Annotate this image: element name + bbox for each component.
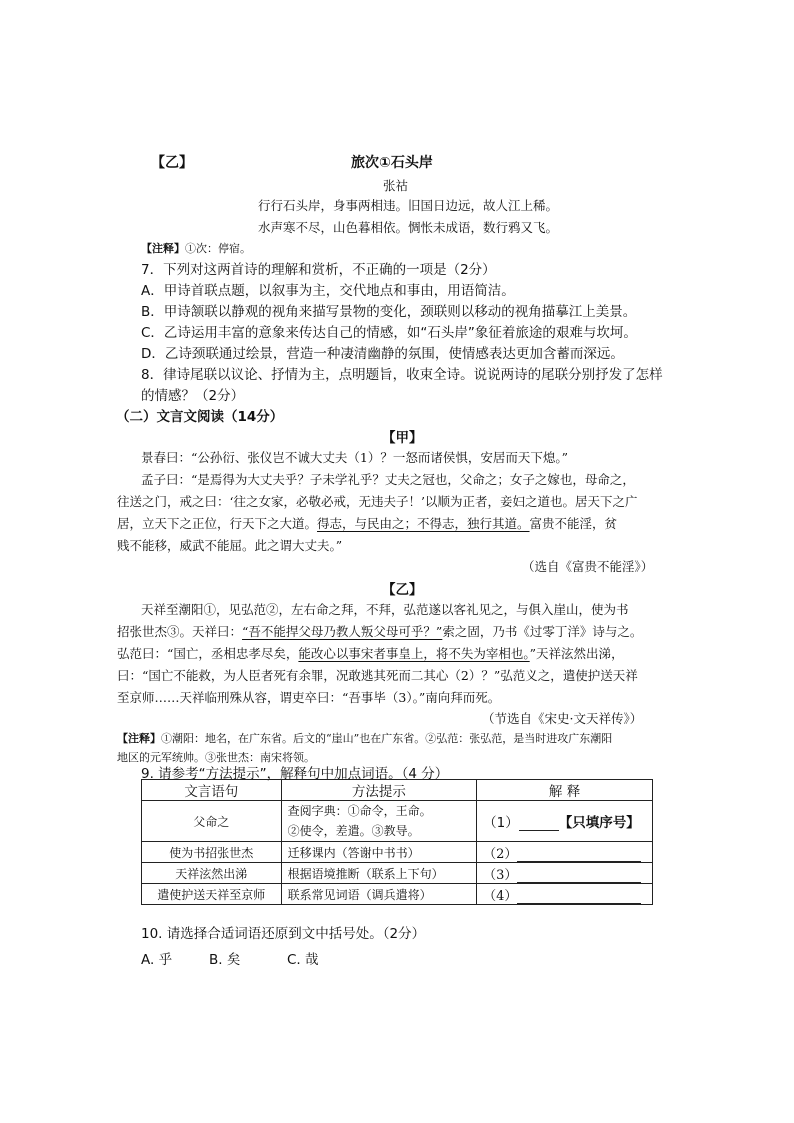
text-a-p2-l4: 贱不能移，威武不能屈。此之谓大丈夫。” <box>117 538 343 553</box>
text-a-p2-l1: 孟子曰：“是焉得为大丈夫乎？子未学礼乎？丈夫之冠也，父命之；女子之嫁也，母命之， <box>141 472 635 487</box>
q7-option-d: D．乙诗颈联通过绘景，营造一种凄清幽静的氛围，使情感表达更加含蓄而深远。 <box>141 346 624 362</box>
q10-option-a: A. 乎 <box>141 952 173 968</box>
q8-line-1: 8．律诗尾联以议论、抒情为主，点明题旨，收束全诗。说说两诗的尾联分别抒发了怎样 <box>141 367 663 383</box>
text-b-l3-b: ”天祥泫然出涕， <box>529 646 624 661</box>
table-row <box>142 801 653 842</box>
row-answer <box>477 842 653 863</box>
answer-number: （3） <box>483 867 518 883</box>
q9-header-hint: 方法提示 <box>281 780 476 801</box>
text-b-l5: 至京师……天祥临刑殊从容，谓吏卒曰：“吾事毕（3）。”南向拜而死。 <box>117 690 501 705</box>
text-b-source: （节选自《宋史·文天祥传》） <box>482 711 643 726</box>
answer-blank[interactable] <box>519 818 559 831</box>
text-b-note-label: 【注释】 <box>117 732 161 745</box>
q7-option-a: A．甲诗首联点题，以叙事为主，交代地点和事由，用语简洁。 <box>141 283 515 299</box>
row-hint: 联系常见词语（调兵遣将） <box>281 884 476 905</box>
row-hint-l2: ②使令，差遣。③教导。 <box>287 824 420 838</box>
q9-header-sentence: 文言语句 <box>142 780 282 801</box>
q8-line-2: 的情感？（2分） <box>141 388 245 404</box>
text-a-tag: 【甲】 <box>382 430 423 446</box>
poem-line-1: 行行石头岸，身事两相违。旧国日边远，故人江上稀。 <box>258 198 559 213</box>
text-b-l1: 天祥至潮阳①，见弘范②，左右命之拜，不拜，弘范遂以客礼见之，与俱入崖山，使为书 <box>141 602 629 617</box>
text-b-note-text: ①潮阳：地名，在广东省。后文的“崖山”也在广东省。②弘范：张弘范，是当时进攻广东潮阳 <box>161 732 613 745</box>
row-sentence: 父命之 <box>142 801 282 842</box>
row-hint-l1: 查阅字典：①命令，王命。 <box>287 804 432 818</box>
answer-blank[interactable] <box>517 891 641 904</box>
poem-note <box>141 240 251 256</box>
q10-option-c: C. 哉 <box>287 952 319 968</box>
row-answer <box>477 801 653 842</box>
q9-header-row <box>142 780 653 801</box>
row-sentence: 天祥泫然出涕 <box>142 863 282 884</box>
q10-stem: 10. 请选择合适词语还原到文中括号处。（2分） <box>141 926 426 942</box>
row-hint <box>281 801 476 842</box>
text-b-l3-a: 弘范曰：“国亡，丞相忠孝尽矣， <box>117 646 299 661</box>
poem-tag: 【乙】 <box>151 155 193 171</box>
text-b-l2-b: 索之固，乃书《过零丁洋》诗与之。 <box>442 624 643 639</box>
text-b-note-l2: 地区的元军统帅。③张世杰：南宋将领。 <box>117 751 315 764</box>
q7-option-b: B．甲诗颔联以静观的视角来描写景物的变化，颈联则以移动的视角描摹江上美景。 <box>141 304 637 320</box>
q7-stem: 7．下列对这两首诗的理解和赏析，不正确的一项是（2分） <box>141 262 496 278</box>
note-text: ①次：停宿。 <box>185 242 251 255</box>
table-row <box>142 863 653 884</box>
answer-note: 【只填序号】 <box>558 815 640 831</box>
answer-number: （2） <box>483 846 518 862</box>
q10-option-b: B. 矣 <box>209 952 241 968</box>
text-b-note-l1 <box>117 730 612 746</box>
text-a-source: （选自《富贵不能淫》） <box>522 559 654 574</box>
answer-number: （1） <box>483 815 519 831</box>
poem-author: 张祜 <box>383 178 409 193</box>
row-sentence: 使为书招张世杰 <box>142 842 282 863</box>
text-a-p2-l2: 往送之门，戒之曰：‘往之女家，必敬必戒，无违夫子！’以顺为正者，妾妇之道也。居天下之广 <box>117 494 638 509</box>
row-sentence: 遣使护送天祥至京师 <box>142 884 282 905</box>
text-b-l2 <box>117 622 642 640</box>
text-a-p1: 景春曰：“公孙衍、张仪岂不诚大丈夫（1）？一怒而诸侯惧，安居而天下熄。” <box>141 450 568 465</box>
text-a-p2-l3-a: 居，立天下之正位，行天下之大道。 <box>117 516 318 531</box>
answer-blank[interactable] <box>517 870 641 883</box>
table-row <box>142 884 653 905</box>
text-b-l2-a: 招张世杰③。天祥曰： <box>117 624 243 639</box>
row-hint: 迁移课内（答谢中书书） <box>281 842 476 863</box>
q9-header-answer: 解 释 <box>477 780 653 801</box>
text-b-underlined-1: “吾不能捍父母乃教人叛父母可乎？” <box>242 624 443 639</box>
text-a-underlined: 得志，与民由之；不得志，独行其道。 <box>317 516 530 531</box>
poem-line-2: 水声寒不尽，山色暮相依。惆怅未成语，数行鸦又飞。 <box>258 220 559 235</box>
answer-blank[interactable] <box>517 849 641 862</box>
table-row <box>142 842 653 863</box>
text-b-l3 <box>117 644 624 662</box>
text-b-tag: 【乙】 <box>382 582 423 598</box>
row-hint: 根据语境推断（联系上下句） <box>281 863 476 884</box>
row-answer <box>477 863 653 884</box>
text-a-p2-l3 <box>117 514 617 532</box>
row-answer <box>477 884 653 905</box>
poem-title: 旅次①石头岸 <box>351 155 433 171</box>
q9-stem: 9. 请参考“方法提示”，解释句中加点词语。（4 分） <box>141 766 449 782</box>
note-label: 【注释】 <box>141 242 185 255</box>
answer-number: （4） <box>483 888 518 904</box>
text-b-l4: 曰：“国亡不能救，为人臣者死有余罪，况敢逃其死而二其心（2）？”弘范义之，遣使护送天祥 <box>117 668 638 683</box>
text-b-underlined-2: 能改心以事宋者事皇上，将不失为宰相也。 <box>298 646 530 661</box>
q7-option-c: C．乙诗运用丰富的意象来传达自己的情感，如“石头岸”象征着旅途的艰难与坎坷。 <box>141 325 637 341</box>
section-title: （二）文言文阅读（14分） <box>116 409 284 425</box>
q9-table <box>141 779 653 905</box>
text-a-p2-l3-b: 富贵不能淫，贫 <box>529 516 618 531</box>
